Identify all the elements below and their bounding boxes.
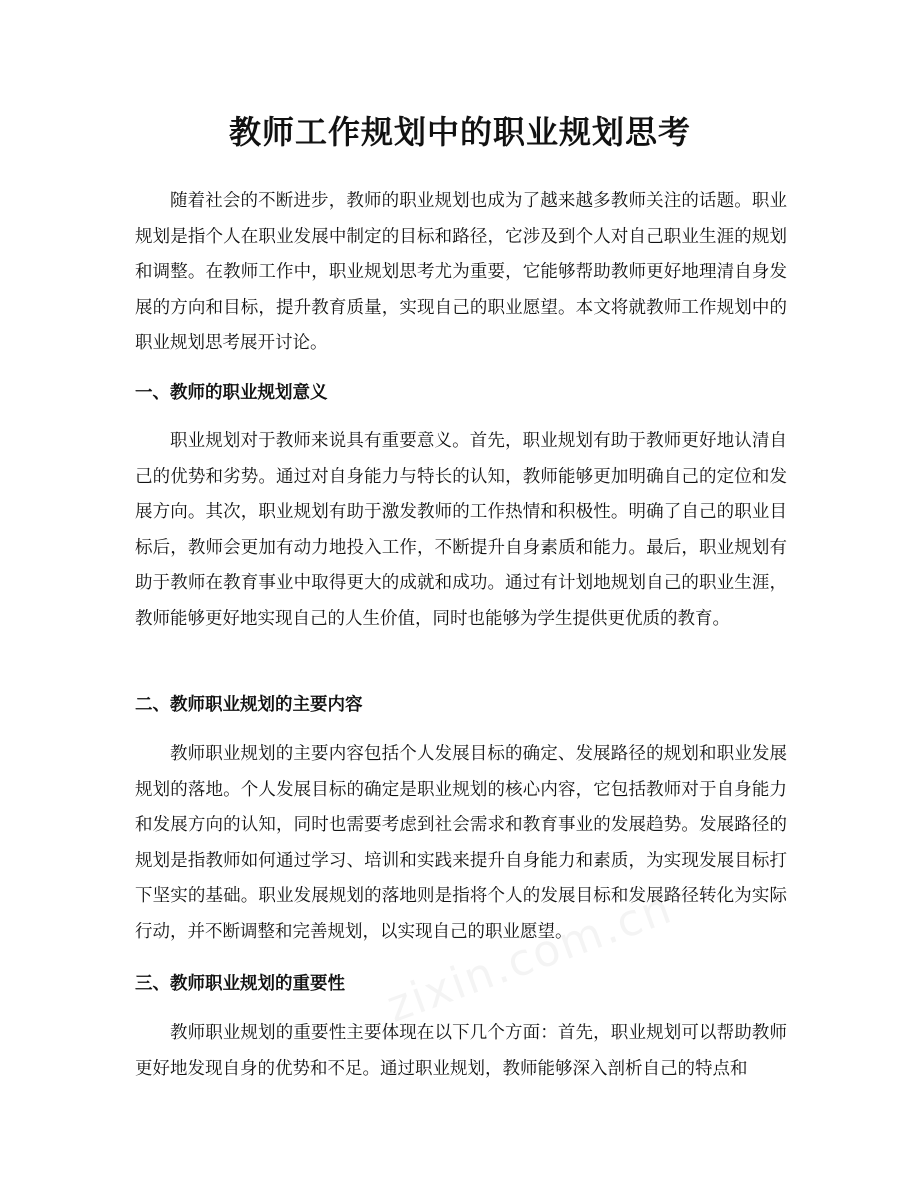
document-title: 教师工作规划中的职业规划思考 (228, 113, 691, 151)
section-paragraph-1: 职业规划对于教师来说具有重要意义。首先，职业规划有助于教师更好地认清自己的优势和劣势。通过对自身能力与特长的认知，教师能够更加明确自己的定位和发展方向。其次，职业规划有助于激发教师的工作热情和积极性。明确了自己的职业目标后，教师会更加有动力地投入工作，不断提升自身素质和能力。最后，职业规划有助于教师在教育事业中取得更大的成就和成功。通过有计划地规划自己的职业生涯，教师能够更好地实现自己的人生价值，同时也能够为学生提供更优质的教育。 (135, 431, 787, 629)
section-paragraph-2: 教师职业规划的主要内容包括个人发展目标的确定、发展路径的规划和职业发展规划的落地。个人发展目标的确定是职业规划的核心内容，它包括教师对于自身能力和发展方向的认知，同时也需要考虑到社会需求和教育事业的发展趋势。发展路径的规划是指教师如何通过学习、培训和实践来提升自身能力和素质，为实现发展目标打下坚实的基础。职业发展规划的落地则是指将个人的发展目标和发展路径转化为实际行动，并不断调整和完善规划，以实现自己的职业愿望。 (135, 744, 787, 942)
section-paragraph-3: 教师职业规划的重要性主要体现在以下几个方面：首先，职业规划可以帮助教师更好地发现自身的优势和不足。通过职业规划，教师能够深入剖析自己的特点和 (135, 1023, 787, 1079)
section-heading-2: 二、教师职业规划的主要内容 (135, 695, 363, 715)
intro-paragraph: 随着社会的不断进步，教师的职业规划也成为了越来越多教师关注的话题。职业规划是指个人在职业发展中制定的目标和路径，它涉及到个人对自己职业生涯的规划和调整。在教师工作中，职业规划思考尤为重要，它能够帮助教师更好地理清自身发展的方向和目标，提升教育质量，实现自己的职业愿望。本文将就教师工作规划中的职业规划思考展开讨论。 (135, 191, 787, 353)
section-heading-1: 一、教师的职业规划意义 (135, 383, 328, 403)
section-heading-3: 三、教师职业规划的重要性 (135, 974, 345, 994)
